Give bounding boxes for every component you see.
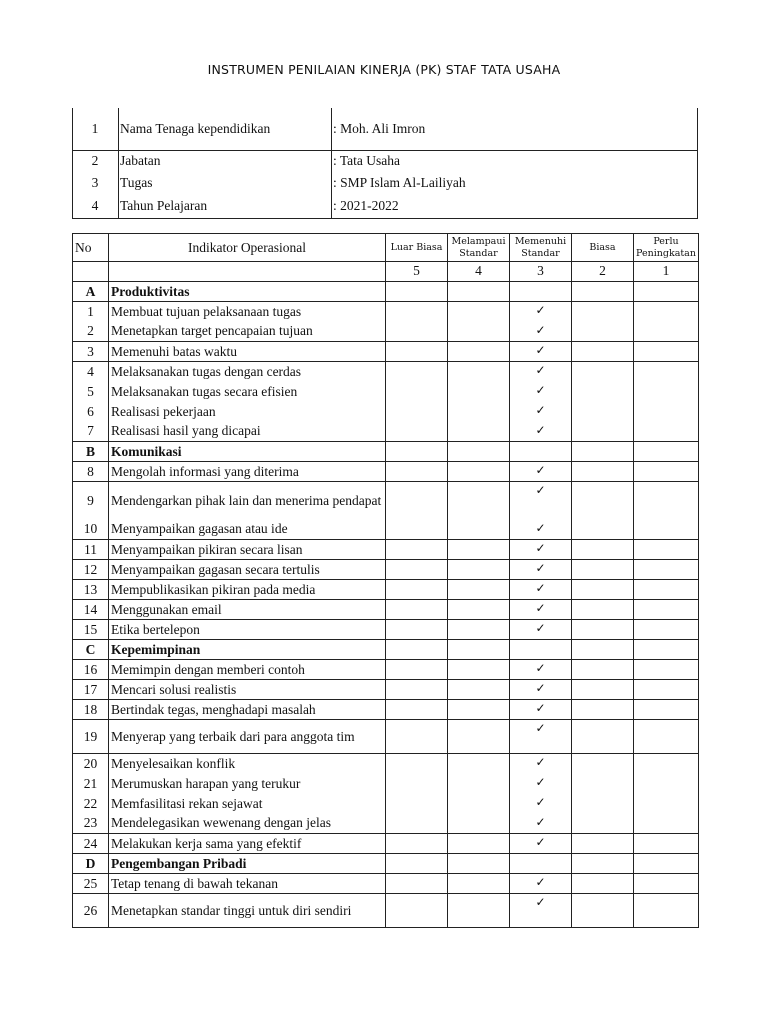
empty-cell: [386, 282, 448, 302]
check-mark-icon: ✓: [535, 322, 546, 337]
table-row: [73, 774, 699, 794]
table-row: [73, 894, 699, 928]
score-cell: [510, 462, 572, 482]
score-cell: [386, 482, 448, 520]
score-cell: [510, 302, 572, 322]
empty-cell: [634, 282, 699, 302]
score-cell: [510, 660, 572, 680]
score-cell: [448, 382, 510, 402]
score-cell: [634, 720, 699, 754]
section-code: D: [73, 854, 109, 874]
score-cell: [386, 894, 448, 928]
check-mark-icon: ✓: [535, 402, 546, 417]
score-cell: [448, 580, 510, 600]
item-text: Etika bertelepon: [109, 620, 386, 640]
item-no: 14: [73, 600, 109, 620]
item-text: Menyampaikan gagasan atau ide: [109, 520, 386, 540]
section-title: Komunikasi: [109, 442, 386, 462]
item-no: 13: [73, 580, 109, 600]
table-row: [73, 540, 699, 560]
item-text: Menyelesaikan konflik: [109, 754, 386, 774]
item-no: 22: [73, 794, 109, 814]
score-cell: [448, 814, 510, 834]
score-cell: [448, 322, 510, 342]
table-row: [73, 754, 699, 774]
score-cell: [448, 894, 510, 928]
item-no: 20: [73, 754, 109, 774]
score-cell: [510, 874, 572, 894]
item-no: 24: [73, 834, 109, 854]
empty-cell: [448, 854, 510, 874]
score-cell: [510, 342, 572, 362]
score-cell: [448, 402, 510, 422]
empty-cell: [386, 442, 448, 462]
item-no: 21: [73, 774, 109, 794]
item-text: Menyampaikan pikiran secara lisan: [109, 540, 386, 560]
score-cell: [572, 540, 634, 560]
score-no-cell: [73, 262, 109, 282]
score-cell: [572, 894, 634, 928]
score-cell: [448, 874, 510, 894]
empty-cell: [510, 640, 572, 660]
score-cell: [386, 342, 448, 362]
section-row: [73, 640, 699, 660]
empty-cell: [386, 640, 448, 660]
table-row: [73, 700, 699, 720]
item-text: Menggunakan email: [109, 600, 386, 620]
item-no: 12: [73, 560, 109, 580]
header-memenuhi-standar: Memenuhi Standar: [510, 234, 572, 262]
item-text: Melakukan kerja sama yang efektif: [109, 834, 386, 854]
score-cell: [572, 814, 634, 834]
score-cell: [634, 342, 699, 362]
score-cell: [386, 600, 448, 620]
score-cell: [634, 322, 699, 342]
score-cell: [510, 482, 572, 520]
empty-cell: [634, 442, 699, 462]
score-cell: [510, 422, 572, 442]
score-cell: [510, 774, 572, 794]
score-cell: [634, 754, 699, 774]
score-cell: [448, 520, 510, 540]
empty-cell: [572, 282, 634, 302]
score-cell: [386, 302, 448, 322]
score-cell: [386, 620, 448, 640]
score-cell: [634, 560, 699, 580]
table-row: [73, 680, 699, 700]
score-cell: [386, 382, 448, 402]
info-no: 3: [91, 175, 99, 190]
score-cell: [510, 540, 572, 560]
header-indikator: Indikator Operasional: [109, 234, 386, 262]
score-cell: [572, 680, 634, 700]
check-mark-icon: ✓: [535, 463, 546, 477]
empty-cell: [448, 640, 510, 660]
item-text: Mempublikasikan pikiran pada media: [109, 580, 386, 600]
score-cell: [634, 482, 699, 520]
section-code: A: [73, 282, 109, 302]
score-cell: [572, 794, 634, 814]
item-no: 19: [73, 720, 109, 754]
score-cell: [510, 322, 572, 342]
score-cell: [572, 402, 634, 422]
score-cell: [386, 754, 448, 774]
score-cell: [448, 540, 510, 560]
score-cell: [634, 600, 699, 620]
check-mark-icon: ✓: [535, 520, 546, 535]
score-cell: [510, 680, 572, 700]
score-value: 3: [510, 262, 572, 282]
empty-cell: [510, 282, 572, 302]
score-cell: [448, 362, 510, 382]
score-cell: [510, 402, 572, 422]
item-no: 5: [73, 382, 109, 402]
table-row: [73, 482, 699, 520]
score-row: [73, 262, 699, 282]
item-text: Melaksanakan tugas secara efisien: [109, 382, 386, 402]
score-cell: [572, 874, 634, 894]
score-cell: [510, 754, 572, 774]
score-cell: [510, 600, 572, 620]
table-row: [73, 834, 699, 854]
header-melampaui-standar: Melampaui Standar: [448, 234, 510, 262]
item-text: Realisasi hasil yang dicapai: [109, 422, 386, 442]
score-cell: [634, 422, 699, 442]
table-row: [73, 462, 699, 482]
item-no: 23: [73, 814, 109, 834]
score-cell: [572, 482, 634, 520]
header-perlu-peningkatan: Perlu Peningkatan: [634, 234, 699, 262]
item-no: 8: [73, 462, 109, 482]
item-no: 1: [73, 302, 109, 322]
info-label: Jabatan: [120, 153, 161, 168]
score-cell: [572, 322, 634, 342]
section-title: Kepemimpinan: [109, 640, 386, 660]
check-mark-icon: ✓: [535, 721, 546, 735]
score-cell: [634, 700, 699, 720]
table-row: [73, 660, 699, 680]
score-cell: [386, 834, 448, 854]
table-row: [73, 402, 699, 422]
score-cell: [448, 720, 510, 754]
score-cell: [448, 342, 510, 362]
section-title: Pengembangan Pribadi: [109, 854, 386, 874]
score-cell: [572, 580, 634, 600]
score-cell: [572, 774, 634, 794]
check-mark-icon: ✓: [535, 774, 546, 789]
check-mark-icon: ✓: [535, 661, 546, 675]
score-cell: [386, 720, 448, 754]
document-title: INSTRUMEN PENILAIAN KINERJA (PK) STAF TATA USAHA: [207, 62, 561, 77]
score-cell: [448, 482, 510, 520]
score-cell: [386, 680, 448, 700]
score-cell: [386, 560, 448, 580]
table-row: [73, 580, 699, 600]
score-cell: [386, 422, 448, 442]
check-mark-icon: ✓: [535, 581, 546, 595]
item-no: 16: [73, 660, 109, 680]
table-row: [73, 560, 699, 580]
score-cell: [634, 580, 699, 600]
table-row: [73, 620, 699, 640]
score-cell: [634, 874, 699, 894]
check-mark-icon: ✓: [535, 343, 546, 357]
score-cell: [634, 834, 699, 854]
score-value: 2: [572, 262, 634, 282]
score-value: 5: [386, 262, 448, 282]
info-label: Tugas: [120, 175, 153, 190]
score-cell: [572, 720, 634, 754]
score-cell: [386, 774, 448, 794]
item-text: Melaksanakan tugas dengan cerdas: [109, 362, 386, 382]
score-cell: [572, 600, 634, 620]
check-mark-icon: ✓: [535, 422, 546, 437]
check-mark-icon: ✓: [535, 875, 546, 889]
info-label: Nama Tenaga kependidikan: [120, 121, 271, 136]
check-mark-icon: ✓: [535, 755, 546, 769]
section-title: Produktivitas: [109, 282, 386, 302]
item-text: Menyampaikan gagasan secara tertulis: [109, 560, 386, 580]
section-row: [73, 442, 699, 462]
check-mark-icon: ✓: [535, 382, 546, 397]
score-cell: [386, 462, 448, 482]
score-cell: [510, 382, 572, 402]
info-label: Tahun Pelajaran: [120, 198, 208, 213]
empty-cell: [572, 442, 634, 462]
item-no: 15: [73, 620, 109, 640]
score-cell: [572, 834, 634, 854]
item-no: 9: [73, 482, 109, 520]
check-mark-icon: ✓: [535, 601, 546, 615]
score-cell: [386, 660, 448, 680]
score-cell: [448, 600, 510, 620]
section-row: [73, 282, 699, 302]
score-cell: [572, 362, 634, 382]
score-cell: [634, 520, 699, 540]
score-cell: [572, 700, 634, 720]
score-cell: [448, 302, 510, 322]
score-cell: [448, 794, 510, 814]
check-mark-icon: ✓: [535, 483, 546, 497]
empty-cell: [510, 442, 572, 462]
check-mark-icon: ✓: [535, 363, 546, 377]
check-mark-icon: ✓: [535, 835, 546, 849]
score-cell: [448, 422, 510, 442]
item-no: 11: [73, 540, 109, 560]
item-text: Merumuskan harapan yang terukur: [109, 774, 386, 794]
score-cell: [386, 700, 448, 720]
score-cell: [386, 520, 448, 540]
item-no: 7: [73, 422, 109, 442]
score-cell: [448, 462, 510, 482]
check-mark-icon: ✓: [535, 561, 546, 575]
employee-info-table: [72, 108, 698, 219]
item-no: 3: [73, 342, 109, 362]
score-cell: [386, 402, 448, 422]
score-cell: [634, 462, 699, 482]
table-row: [73, 422, 699, 442]
score-cell: [448, 560, 510, 580]
score-cell: [634, 774, 699, 794]
check-mark-icon: ✓: [535, 621, 546, 635]
score-cell: [572, 754, 634, 774]
score-cell: [510, 560, 572, 580]
score-value: 4: [448, 262, 510, 282]
info-value: : Moh. Ali Imron: [333, 121, 426, 136]
item-no: 26: [73, 894, 109, 928]
check-mark-icon: ✓: [535, 794, 546, 809]
score-cell: [510, 620, 572, 640]
info-value: : 2021-2022: [333, 198, 399, 213]
item-no: 18: [73, 700, 109, 720]
table-row: [73, 302, 699, 322]
score-cell: [510, 794, 572, 814]
info-no: 2: [91, 153, 99, 168]
item-text: Mendelegasikan wewenang dengan jelas: [109, 814, 386, 834]
score-cell: [634, 362, 699, 382]
header-no: No: [73, 234, 109, 262]
item-no: 10: [73, 520, 109, 540]
score-cell: [448, 754, 510, 774]
score-cell: [572, 660, 634, 680]
check-mark-icon: ✓: [535, 541, 546, 555]
empty-cell: [572, 640, 634, 660]
empty-cell: [448, 442, 510, 462]
score-cell: [634, 302, 699, 322]
table-row: [73, 362, 699, 382]
score-cell: [448, 834, 510, 854]
table-row: [73, 874, 699, 894]
score-cell: [634, 382, 699, 402]
item-text: Menetapkan standar tinggi untuk diri sendiri: [109, 894, 386, 928]
score-cell: [386, 814, 448, 834]
item-text: Mendengarkan pihak lain dan menerima pendapat: [109, 482, 386, 520]
score-value: 1: [634, 262, 699, 282]
score-cell: [448, 620, 510, 640]
item-no: 25: [73, 874, 109, 894]
table-row: [73, 720, 699, 754]
score-cell: [386, 322, 448, 342]
assessment-table: [72, 233, 699, 928]
score-cell: [448, 660, 510, 680]
item-text: Bertindak tegas, menghadapi masalah: [109, 700, 386, 720]
score-cell: [572, 620, 634, 640]
item-text: Menetapkan target pencapaian tujuan: [109, 322, 386, 342]
info-no: 4: [91, 198, 99, 213]
score-cell: [510, 362, 572, 382]
table-row: [73, 814, 699, 834]
score-cell: [572, 560, 634, 580]
table-row: [73, 520, 699, 540]
score-cell: [386, 580, 448, 600]
score-cell: [634, 814, 699, 834]
score-cell: [510, 814, 572, 834]
header-luar-biasa: Luar Biasa: [386, 234, 448, 262]
check-mark-icon: ✓: [535, 701, 546, 715]
score-cell: [510, 894, 572, 928]
check-mark-icon: ✓: [535, 303, 546, 317]
item-text: Mengolah informasi yang diterima: [109, 462, 386, 482]
score-cell: [634, 660, 699, 680]
score-cell: [448, 680, 510, 700]
item-text: Memenuhi batas waktu: [109, 342, 386, 362]
score-cell: [634, 620, 699, 640]
score-cell: [448, 700, 510, 720]
empty-cell: [634, 640, 699, 660]
table-row: [73, 794, 699, 814]
score-cell: [510, 834, 572, 854]
table-row: [73, 382, 699, 402]
table-row: [73, 600, 699, 620]
item-text: Memfasilitasi rekan sejawat: [109, 794, 386, 814]
score-cell: [572, 462, 634, 482]
score-cell: [634, 402, 699, 422]
section-row: [73, 854, 699, 874]
table-row: [73, 342, 699, 362]
empty-cell: [634, 854, 699, 874]
item-no: 6: [73, 402, 109, 422]
item-text: Menyerap yang terbaik dari para anggota tim: [109, 720, 386, 754]
header-biasa: Biasa: [572, 234, 634, 262]
item-text: Membuat tujuan pelaksanaan tugas: [109, 302, 386, 322]
score-cell: [386, 794, 448, 814]
score-cell: [572, 422, 634, 442]
score-cell: [510, 720, 572, 754]
score-cell: [510, 700, 572, 720]
score-cell: [386, 874, 448, 894]
check-mark-icon: ✓: [535, 895, 546, 909]
section-code: C: [73, 640, 109, 660]
score-cell: [634, 540, 699, 560]
score-cell: [634, 794, 699, 814]
score-label-cell: [109, 262, 386, 282]
info-no: 1: [91, 121, 99, 136]
score-cell: [386, 540, 448, 560]
score-cell: [572, 520, 634, 540]
item-no: 17: [73, 680, 109, 700]
item-text: Realisasi pekerjaan: [109, 402, 386, 422]
score-cell: [572, 302, 634, 322]
item-text: Tetap tenang di bawah tekanan: [109, 874, 386, 894]
item-no: 4: [73, 362, 109, 382]
table-row: [73, 322, 699, 342]
score-cell: [634, 680, 699, 700]
info-value: : Tata Usaha: [333, 153, 401, 168]
score-cell: [448, 774, 510, 794]
empty-cell: [448, 282, 510, 302]
item-no: 2: [73, 322, 109, 342]
check-mark-icon: ✓: [535, 814, 546, 829]
score-cell: [386, 362, 448, 382]
score-cell: [572, 342, 634, 362]
score-cell: [510, 520, 572, 540]
empty-cell: [510, 854, 572, 874]
score-cell: [572, 382, 634, 402]
empty-cell: [572, 854, 634, 874]
check-mark-icon: ✓: [535, 681, 546, 695]
item-text: Memimpin dengan memberi contoh: [109, 660, 386, 680]
section-code: B: [73, 442, 109, 462]
score-cell: [634, 894, 699, 928]
item-text: Mencari solusi realistis: [109, 680, 386, 700]
empty-cell: [386, 854, 448, 874]
info-value: : SMP Islam Al-Lailiyah: [333, 175, 466, 190]
score-cell: [510, 580, 572, 600]
